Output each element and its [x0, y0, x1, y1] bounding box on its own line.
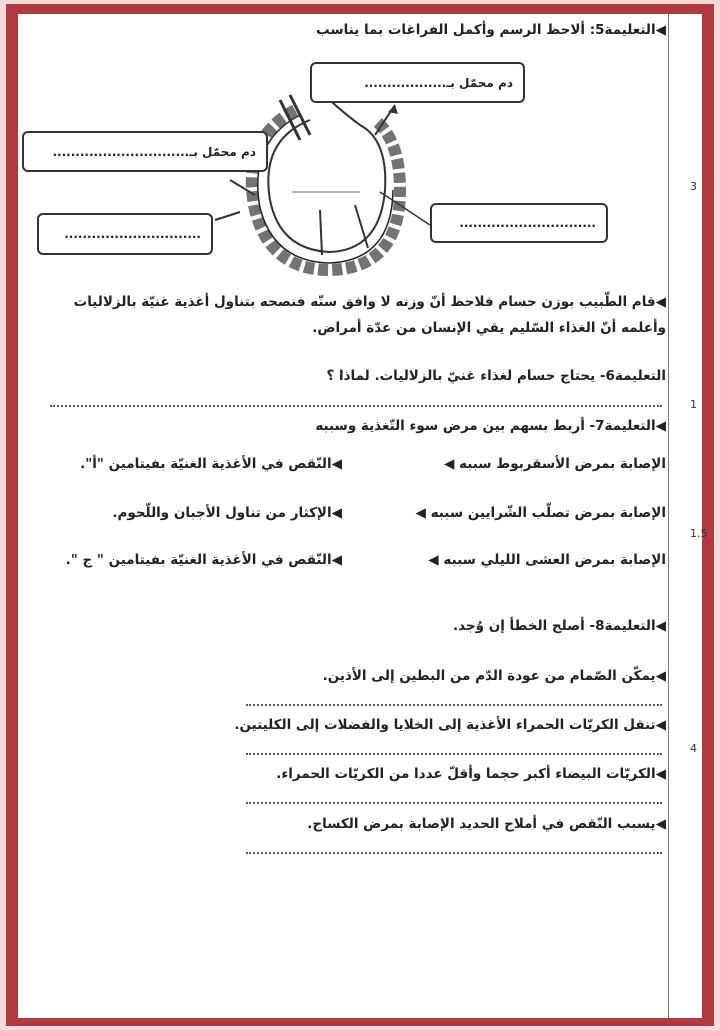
q7-score: 1.5 — [690, 527, 708, 540]
q6-score: 1 — [690, 398, 697, 411]
q7-cause-3: ◀النّقص في الأغذية الغنيّة بفيتامين " ج ". — [65, 552, 342, 568]
q7-disease-1: الإصابة بمرض الأسقربوط سببه ◀ — [443, 456, 666, 472]
q6-title: التعليمة6- يحتاج حسام لغذاء غنيّ بالزلاليات. لماذا ؟ — [326, 368, 666, 384]
q5-title: ◀التعليمة5: ألاحظ الرسم وأكمل الفراغات بما يناسب — [316, 22, 666, 38]
q7-disease-3: الإصابة بمرض العشى الليلي سببه ◀ — [428, 552, 666, 568]
q8-answer-line-2[interactable] — [246, 753, 662, 755]
q8-item-4: ◀يسبب النّقص في أملاح الحديد الإصابة بمرض الكساح. — [307, 816, 666, 832]
q7-cause-1: ◀النّقص في الأغذية الغنيّة بفيتامين "أ". — [80, 456, 342, 472]
q7-disease-2: الإصابة بمرض تصلّب الشّرايين سببه ◀ — [415, 505, 666, 521]
q8-answer-line-4[interactable] — [246, 852, 662, 854]
context-line-2: وأعلمه أنّ الغذاء السّليم يقي الإنسان من عدّة أمراض. — [312, 320, 666, 336]
q8-title: ◀التعليمة8- أصلح الخطأ إن وُجد. — [452, 618, 666, 634]
q7-cause-2: ◀الإكثار من تناول الأجبان واللّحوم. — [112, 505, 342, 521]
q7-title: ◀التعليمة7- أربط بسهم بين مرض سوء التّغذية وسببه — [315, 418, 666, 434]
q5-score: 3 — [690, 180, 697, 193]
alveolus-diagram — [200, 80, 440, 280]
label-box-top[interactable]: دم محمّل بـ.................. — [310, 62, 525, 103]
q8-item-3: ◀الكريّات البيضاء أكبر حجما وأقلّ عددا من الكريّات الحمراء. — [276, 766, 666, 782]
q8-item-1: ◀يمكّن الصّمام من عودة الدّم من البطين إلى الأذين. — [322, 668, 666, 684]
q8-score: 4 — [690, 742, 697, 755]
q8-item-2: ◀تنقل الكريّات الحمراء الأغذية إلى الخلايا والفضلات إلى الكليتين. — [234, 717, 666, 733]
label-box-left[interactable]: دم محمّل بـ.............................. — [22, 131, 268, 172]
score-column-divider — [668, 14, 669, 1018]
context-line-1: ◀قام الطّبيب بوزن حسام فلاحظ أنّ وزنه لا وافق سنّه فنصحه بتناول أغذية غنيّة بالزلاليات — [73, 294, 666, 310]
q8-answer-line-1[interactable] — [246, 704, 662, 706]
label-box-bottom-left[interactable]: .............................. — [37, 213, 213, 255]
q8-answer-line-3[interactable] — [246, 802, 662, 804]
q6-answer-line[interactable] — [50, 405, 662, 407]
label-box-right[interactable]: .............................. — [430, 203, 608, 243]
